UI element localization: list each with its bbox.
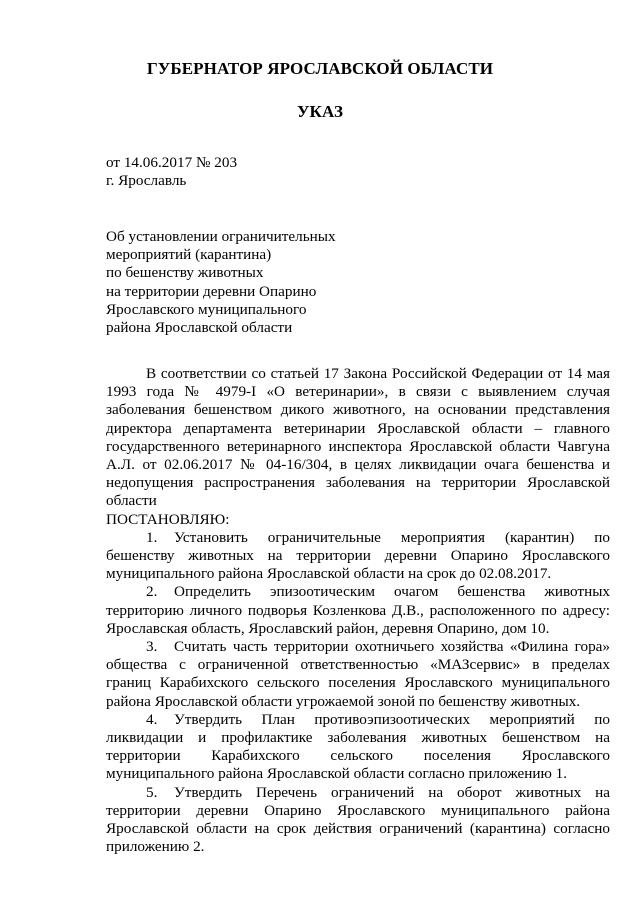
subject-line: по бешенству животных [106, 264, 264, 282]
item-number: 2. [146, 583, 158, 601]
subject-line: мероприятий (карантина) [106, 246, 272, 264]
subject-line: Ярославского муниципального [106, 300, 307, 318]
document-meta [106, 154, 237, 190]
item-number: 4. [146, 710, 158, 728]
document-type-title: УКАЗ [296, 102, 344, 121]
item-text: Определить эпизоотическим очагом бешенства животных территорию личного подворья Козленкова Д.В., расположенного по адресу: Ярославская область, Ярославский район, деревня Опарино, дом 10. [106, 583, 610, 637]
item-number: 5. [146, 783, 158, 801]
item-text: Утвердить План противоэпизоотических мероприятий по ликвидации и профилактике заболевания животных бешенством на территории Карабихского сельского поселения Ярославского муниципального района Ярославской области согласно приложению 1. [106, 710, 610, 783]
subject-line: района Ярославской области [106, 319, 293, 337]
document-subject [106, 228, 336, 337]
document-body [106, 365, 610, 856]
decree-item [106, 529, 610, 584]
decree-item [106, 583, 610, 638]
preamble-paragraph: В соответствии со статьей 17 Закона Российской Федерации от 14 мая 1993 года № 4979-I «О ветеринарии», в связи с выявлением случая заболевания бешенством дикого животного, на основании представления директора департамента ветеринарии Ярославской области – главного государственного ветеринарного инспектора Ярославской области Чавгуна А.Л. от 02.06.2017 № 04-16/304, в целях ликвидации очага бешенства и недопущения распространения заболевания на территории Ярославской области [106, 365, 610, 510]
issuing-authority-title: ГУБЕРНАТОР ЯРОСЛАВСКОЙ ОБЛАСТИ [146, 59, 494, 78]
date-number: от 14.06.2017 № 203 [106, 154, 238, 171]
decree-word: ПОСТАНОВЛЯЮ: [106, 510, 230, 528]
subject-line: на территории деревни Опарино [106, 282, 317, 300]
decree-item [106, 711, 610, 784]
item-text: Установить ограничительные мероприятия (карантин) по бешенству животных на территории деревни Опарино Ярославского муниципального района Ярославской области на срок до 02.08.2017. [106, 528, 610, 583]
city: г. Ярославль [106, 172, 187, 190]
item-text: Считать часть территории охотничьего хозяйства «Филина гора» общества с ограниченной ответственностью «МАЗсервис» в пределах границ Карабихского сельского поселения Ярославского муниципального района Ярославской области угрожаемой зоной по бешенству животных. [106, 638, 610, 710]
subject-line: Об установлении ограничительных [106, 228, 336, 245]
item-number: 1. [146, 528, 158, 546]
decree-item [106, 638, 610, 711]
item-number: 3. [146, 638, 158, 656]
decree-item [106, 784, 610, 857]
item-text: Утвердить Перечень ограничений на оборот животных на территории деревни Опарино Ярославского муниципального района Ярославской области на срок действия ограничений (карантина) согласно приложению 2. [106, 783, 610, 856]
